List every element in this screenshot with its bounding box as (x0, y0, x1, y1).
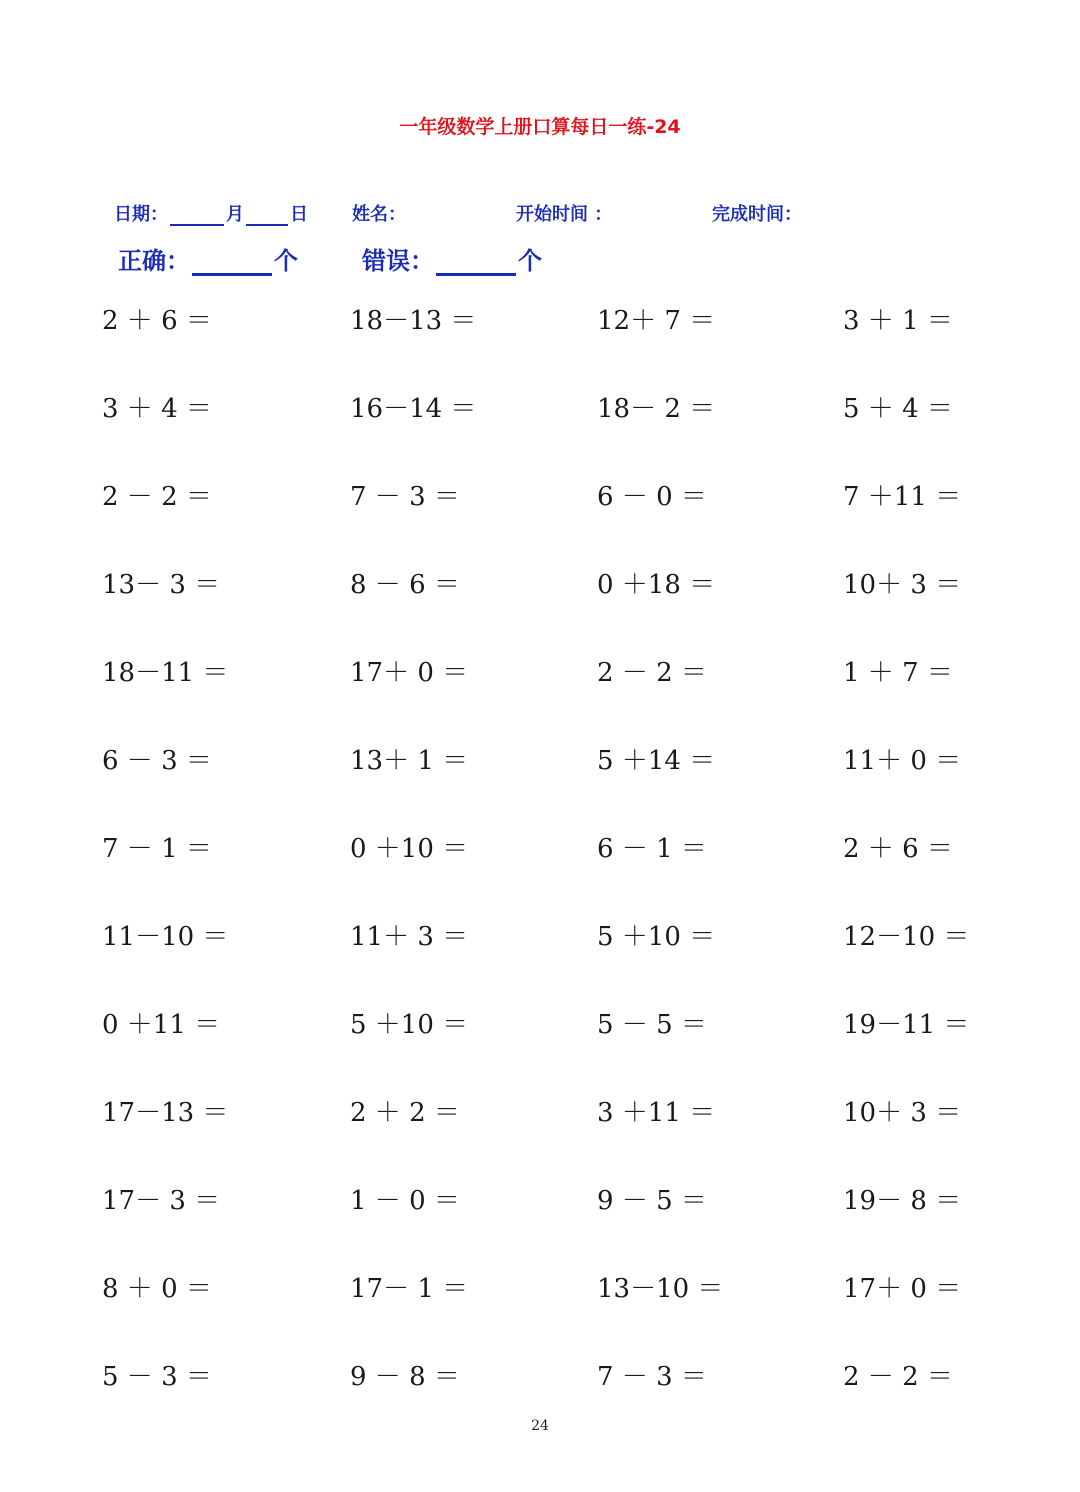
problem-row (0, 1092, 1080, 1142)
problem: 19－11 ＝ (843, 1010, 970, 1040)
wrong-field (362, 241, 542, 276)
problem: 12＋ 7 ＝ (597, 306, 716, 336)
problem: 1 － 0 ＝ (350, 1186, 460, 1216)
month-blank[interactable] (170, 204, 224, 226)
correct-label: 正确： (118, 247, 190, 275)
problem: 8 － 6 ＝ (350, 570, 460, 600)
problem: 0 ＋18 ＝ (597, 570, 716, 600)
problem-row (0, 916, 1080, 966)
problem-row (0, 828, 1080, 878)
problem-row (0, 1268, 1080, 1318)
problem: 17＋ 0 ＝ (350, 658, 469, 688)
date-label: 日期： (114, 204, 168, 225)
problem: 3 ＋11 ＝ (597, 1098, 716, 1128)
problem: 18－13 ＝ (350, 306, 477, 336)
finish-time-label: 完成时间： (712, 204, 802, 225)
problem-row (0, 388, 1080, 438)
problem-row (0, 1004, 1080, 1054)
problem: 2 ＋ 2 ＝ (350, 1098, 460, 1128)
problem: 19－ 8 ＝ (843, 1186, 962, 1216)
problem: 17－13 ＝ (102, 1098, 229, 1128)
problem: 11－10 ＝ (102, 922, 229, 952)
problem: 5 ＋10 ＝ (597, 922, 716, 952)
problem: 0 ＋10 ＝ (350, 834, 469, 864)
correct-unit: 个 (274, 247, 298, 275)
problem: 6 － 3 ＝ (102, 746, 212, 776)
problem: 2 ＋ 6 ＝ (843, 834, 953, 864)
wrong-blank[interactable] (436, 247, 516, 276)
month-label: 月 (226, 204, 244, 225)
problem: 9 － 5 ＝ (597, 1186, 707, 1216)
problem: 12－10 ＝ (843, 922, 970, 952)
problem: 7 － 1 ＝ (102, 834, 212, 864)
problem-row (0, 476, 1080, 526)
problem: 7 － 3 ＝ (597, 1362, 707, 1392)
page-number: 24 (531, 1418, 549, 1434)
problem: 17－ 1 ＝ (350, 1274, 469, 1304)
problem: 18－11 ＝ (102, 658, 229, 688)
worksheet-title: 一年级数学上册口算每日一练-24 (399, 116, 681, 138)
problem: 16－14 ＝ (350, 394, 477, 424)
problem-row (0, 300, 1080, 350)
wrong-label: 错误： (362, 247, 434, 275)
name-label: 姓名： (352, 204, 406, 225)
problem: 13＋ 1 ＝ (350, 746, 469, 776)
start-time-label: 开始时间 ： (516, 204, 613, 225)
problem: 11＋ 3 ＝ (350, 922, 469, 952)
problem-row (0, 1180, 1080, 1230)
problem: 10＋ 3 ＝ (843, 570, 962, 600)
problem: 0 ＋11 ＝ (102, 1010, 221, 1040)
problem-row (0, 740, 1080, 790)
problem-row (0, 652, 1080, 702)
wrong-unit: 个 (518, 247, 542, 275)
problem: 13－ 3 ＝ (102, 570, 221, 600)
problem-row (0, 564, 1080, 614)
problem: 5 － 3 ＝ (102, 1362, 212, 1392)
day-blank[interactable] (246, 204, 288, 226)
problem: 1 ＋ 7 ＝ (843, 658, 953, 688)
problem: 2 － 2 ＝ (843, 1362, 953, 1392)
problem: 7 － 3 ＝ (350, 482, 460, 512)
problem: 5 ＋10 ＝ (350, 1010, 469, 1040)
problem: 5 ＋ 4 ＝ (843, 394, 953, 424)
day-label: 日 (290, 204, 308, 225)
problem-row (0, 1356, 1080, 1406)
problem: 2 ＋ 6 ＝ (102, 306, 212, 336)
problem: 3 ＋ 4 ＝ (102, 394, 212, 424)
problem: 18－ 2 ＝ (597, 394, 716, 424)
problem: 5 ＋14 ＝ (597, 746, 716, 776)
problem: 8 ＋ 0 ＝ (102, 1274, 212, 1304)
problem: 13－10 ＝ (597, 1274, 724, 1304)
problem: 10＋ 3 ＝ (843, 1098, 962, 1128)
problem: 3 ＋ 1 ＝ (843, 306, 953, 336)
problem: 2 － 2 ＝ (102, 482, 212, 512)
problem: 17－ 3 ＝ (102, 1186, 221, 1216)
problem: 6 － 1 ＝ (597, 834, 707, 864)
problem: 17＋ 0 ＝ (843, 1274, 962, 1304)
correct-field (118, 241, 298, 276)
problem: 11＋ 0 ＝ (843, 746, 962, 776)
correct-blank[interactable] (192, 247, 272, 276)
problem: 5 － 5 ＝ (597, 1010, 707, 1040)
problem: 2 － 2 ＝ (597, 658, 707, 688)
problem: 6 － 0 ＝ (597, 482, 707, 512)
date-field (114, 200, 308, 226)
problem: 9 － 8 ＝ (350, 1362, 460, 1392)
problem: 7 ＋11 ＝ (843, 482, 962, 512)
